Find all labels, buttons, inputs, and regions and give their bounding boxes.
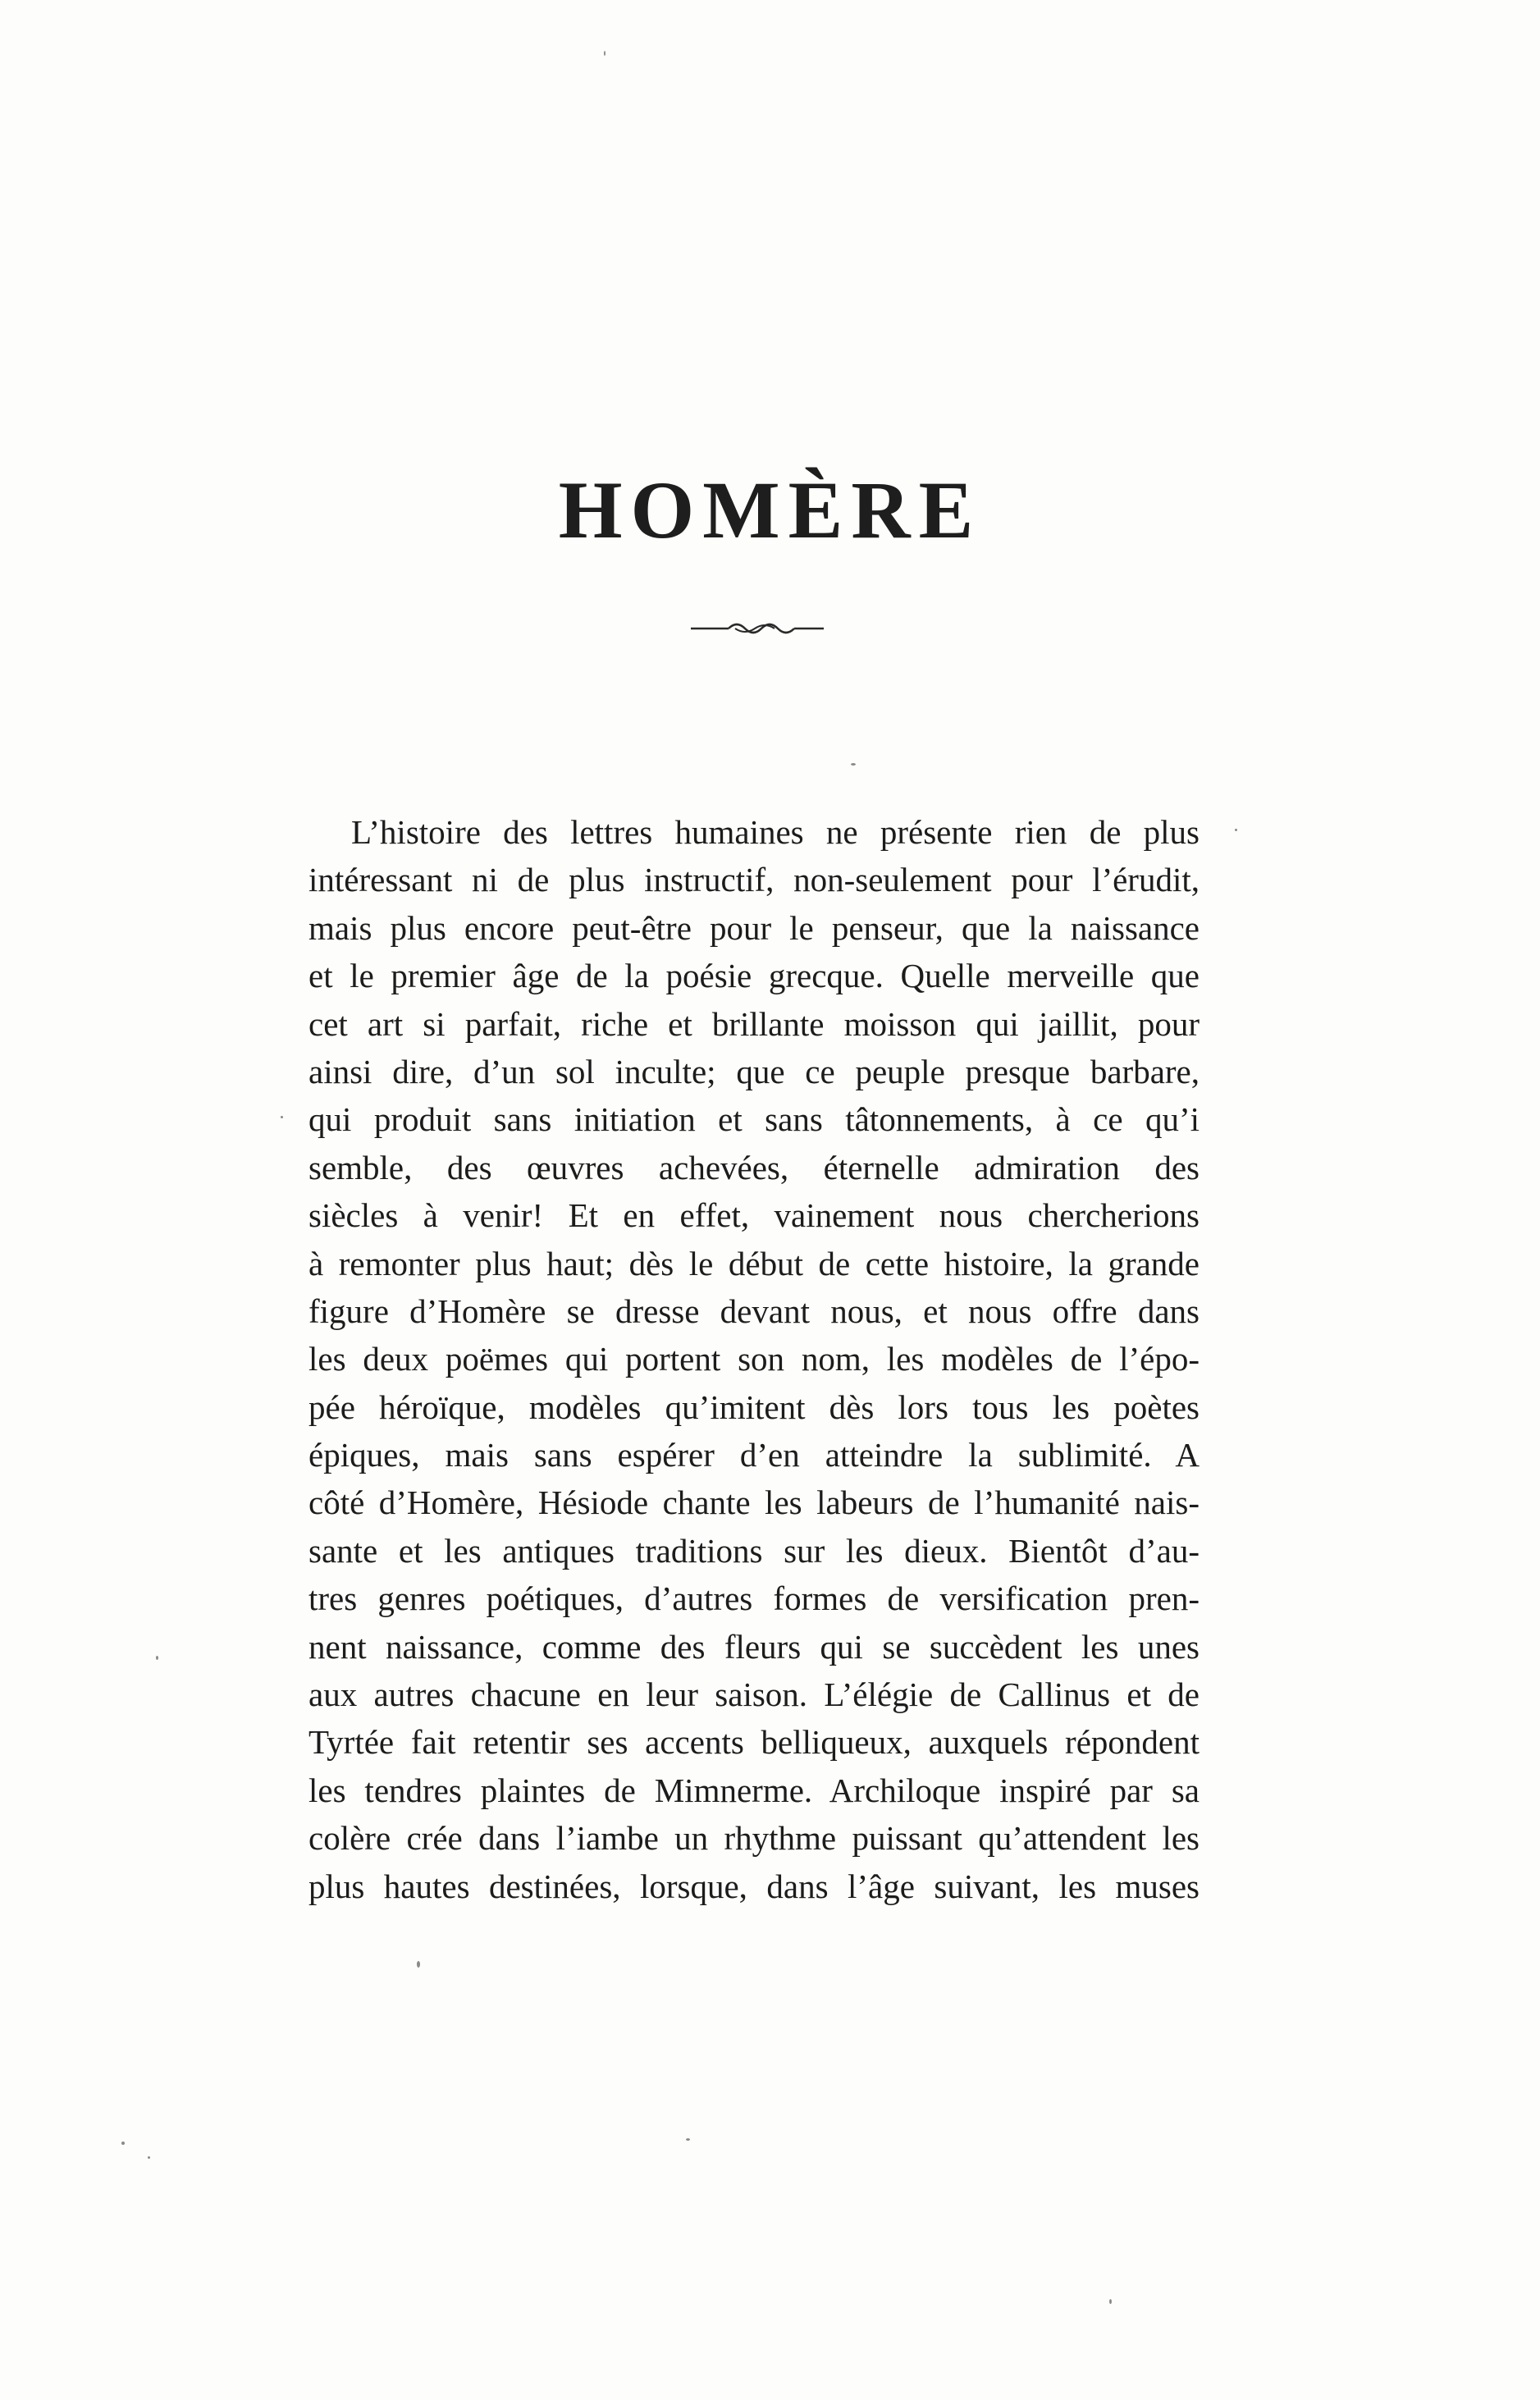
chapter-title: HOMÈRE — [558, 464, 982, 555]
paper-speck — [1109, 2299, 1112, 2304]
text-line: plus hautes destinées, lorsque, dans l’âge suivant, les muses — [308, 1867, 1200, 1905]
text-line: pée héroïque, modèles qu’imitent dès lors tous les poètes — [308, 1387, 1200, 1426]
paper-speck — [121, 2142, 125, 2145]
text-line: et le premier âge de la poésie grecque. Quelle merveille que — [308, 957, 1200, 995]
text-line: L’histoire des lettres humaines ne présente rien de plus — [351, 813, 1200, 851]
text-line: sante et les antiques traditions sur les dieux. Bientôt d’au- — [308, 1531, 1200, 1570]
paper-speck — [686, 2138, 690, 2141]
paper-speck — [604, 51, 605, 56]
text-line: tres genres poétiques, d’autres formes de versification pren- — [308, 1579, 1200, 1618]
paper-speck — [851, 763, 856, 766]
text-line: mais plus encore peut-être pour le penseur, que la naissance — [308, 908, 1200, 947]
text-line: intéressant ni de plus instructif, non-seulement pour l’érudit, — [308, 861, 1200, 899]
paper-speck — [148, 2156, 150, 2159]
paper-speck — [1235, 829, 1237, 831]
text-line: cet art si parfait, riche et brillante moisson qui jaillit, pour — [308, 1004, 1200, 1043]
text-line: épiques, mais sans espérer d’en atteindre la sublimité. A — [308, 1436, 1200, 1474]
text-line: figure d’Homère se dresse devant nous, et nous offre dans — [308, 1291, 1200, 1330]
text-line: semble, des œuvres achevées, éternelle admiration des — [308, 1148, 1200, 1186]
decorative-rule-icon — [688, 614, 827, 643]
text-line: aux autres chacune en leur saison. L’élégie de Callinus et de — [308, 1675, 1200, 1714]
text-line: colère crée dans l’iambe un rhythme puissant qu’attendent les — [308, 1819, 1200, 1858]
text-line: siècles à venir! Et en effet, vainement nous chercherions — [308, 1196, 1200, 1235]
text-line: qui produit sans initiation et sans tâtonnements, à ce qu’i — [308, 1100, 1200, 1139]
paper-speck — [281, 1116, 283, 1118]
body-paragraph — [308, 808, 1200, 1910]
text-line: les deux poëmes qui portent son nom, les modèles de l’épo- — [308, 1340, 1200, 1378]
text-line: ainsi dire, d’un sol inculte; que ce peuple presque barbare, — [308, 1052, 1200, 1090]
paper-speck — [156, 1656, 158, 1660]
text-line: Tyrtée fait retentir ses accents belliqueux, auxquels répondent — [308, 1723, 1200, 1762]
paper-speck — [417, 1961, 420, 1968]
text-line: côté d’Homère, Hésiode chante les labeurs de l’humanité nais- — [308, 1483, 1200, 1522]
text-line: nent naissance, comme des fleurs qui se succèdent les unes — [308, 1627, 1200, 1666]
text-line: les tendres plaintes de Mimnerme. Archiloque inspiré par sa — [308, 1771, 1200, 1809]
text-line: à remonter plus haut; dès le début de cette histoire, la grande — [308, 1244, 1200, 1282]
